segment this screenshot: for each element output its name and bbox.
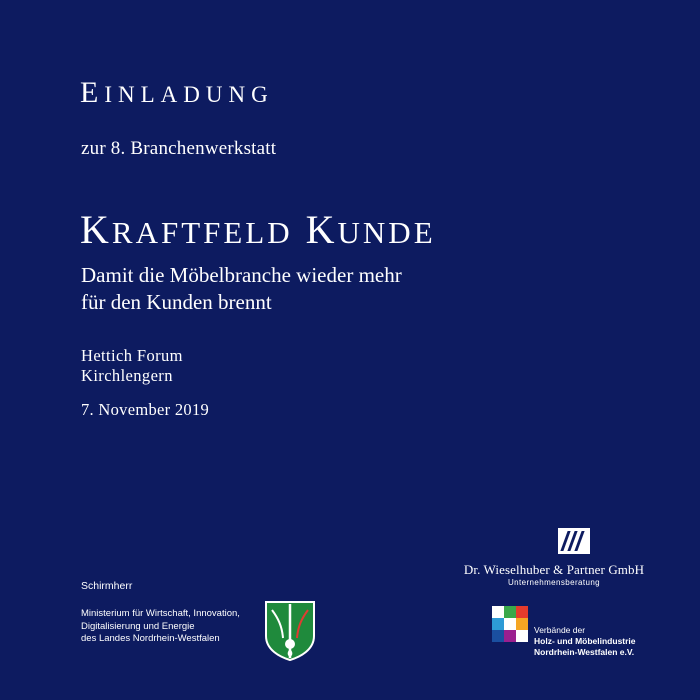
- patron-line-3: des Landes Nordrhein-Westfalen: [81, 633, 220, 644]
- patron-line-2: Digitalisierung und Energie: [81, 620, 195, 632]
- page-title: KRAFTFELD KUNDE: [80, 207, 436, 252]
- verbaende-line-3: Nordrhein-Westfalen e.V.: [534, 647, 635, 657]
- wieselhuber-logo-icon: [558, 528, 590, 554]
- tagline-line-1: Damit die Möbelbranche wieder mehr: [81, 263, 402, 287]
- tagline-line-2: für den Kunden brennt: [81, 290, 272, 314]
- patron-line-1: Ministerium für Wirtschaft, Innovation,: [81, 608, 240, 619]
- tagline: [81, 262, 402, 316]
- venue: [81, 346, 183, 386]
- event-subtitle: zur 8. Branchenwerkstatt: [81, 138, 277, 159]
- wieselhuber-name: Dr. Wieselhuber & Partner GmbH: [463, 562, 645, 577]
- patron-ministry: [81, 608, 271, 646]
- patron-label: Schirmherr: [81, 580, 133, 592]
- verbaende-name: [534, 625, 636, 658]
- event-date: 7. November 2019: [81, 400, 210, 419]
- venue-line-1: Hettich Forum: [81, 346, 183, 365]
- wieselhuber-subtitle: Unternehmensberatung: [507, 578, 601, 587]
- verbaende-line-2: Holz- und Möbelindustrie: [534, 636, 636, 646]
- invitation-label: [80, 76, 274, 110]
- invitation-label-text: EINLADUNG: [80, 76, 274, 109]
- verbaende-logo-icon: [492, 606, 528, 642]
- verbaende-line-1: Verbände der: [534, 625, 586, 635]
- nrw-coat-of-arms-icon: [264, 600, 316, 662]
- venue-line-2: Kirchlengern: [81, 366, 173, 385]
